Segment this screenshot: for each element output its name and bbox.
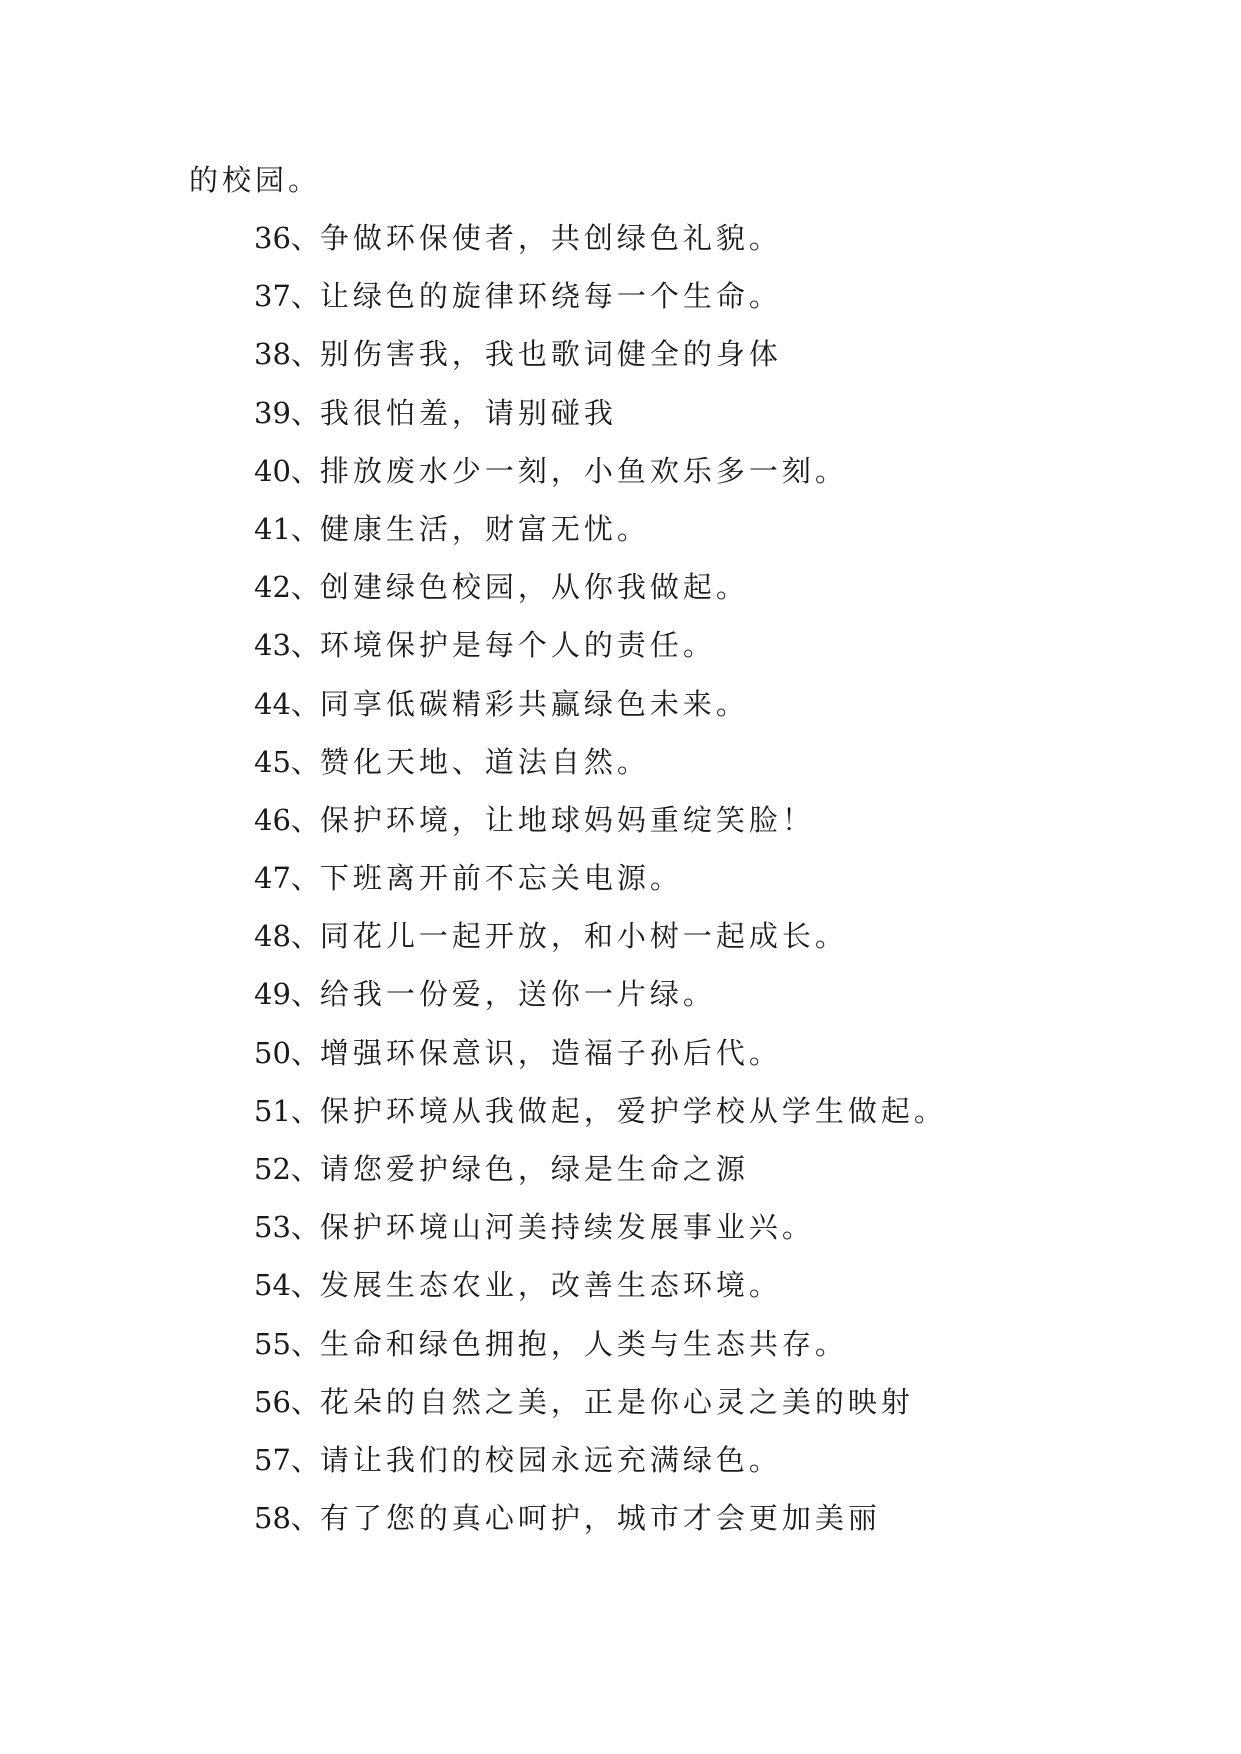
item-number: 43、 (254, 628, 320, 663)
item-text: 请您爱护绿色，绿是生命之源 (319, 1152, 749, 1186)
list-item (254, 1384, 947, 1442)
item-text: 有了您的真心呵护，城市才会更加美丽 (319, 1501, 881, 1536)
item-number: 42、 (254, 570, 320, 605)
item-number: 54、 (254, 1268, 320, 1303)
item-text: 生命和绿色拥抱，人类与生态共存。 (319, 1326, 848, 1361)
item-text: 保护环境从我做起，爱护学校从学生做起。 (319, 1093, 947, 1128)
item-text: 给我一份爱，送你一片绿。 (319, 977, 716, 1012)
item-text: 保护环境，让地球妈妈重绽笑脸！ (319, 802, 815, 837)
list-item (254, 395, 947, 453)
item-number: 51、 (254, 1093, 320, 1128)
slogan-list (254, 220, 947, 1558)
item-number: 57、 (254, 1442, 320, 1477)
item-text: 争做环保使者，共创绿色礼貌。 (319, 221, 782, 255)
item-number: 50、 (254, 1035, 320, 1070)
item-number: 49、 (254, 977, 320, 1012)
item-number: 58、 (254, 1501, 320, 1536)
item-text: 发展生态农业，改善生态环境。 (319, 1268, 782, 1303)
item-text: 下班离开前不忘关电源。 (319, 861, 683, 896)
item-number: 39、 (254, 395, 320, 430)
item-number: 53、 (254, 1210, 320, 1245)
item-number: 55、 (254, 1326, 320, 1361)
list-item (254, 802, 947, 860)
list-item (254, 1500, 947, 1558)
list-item (254, 976, 947, 1034)
item-text: 别伤害我，我也歌词健全的身体 (319, 337, 782, 372)
list-item (254, 220, 947, 278)
item-text: 请让我们的校园永远充满绿色。 (319, 1442, 782, 1477)
item-number: 38、 (254, 337, 320, 372)
item-text: 同享低碳精彩共赢绿色未来。 (319, 686, 749, 721)
item-number: 47、 (254, 861, 320, 896)
item-number: 37、 (254, 279, 320, 314)
list-item (254, 336, 947, 394)
item-number: 41、 (254, 511, 320, 546)
list-item (254, 1151, 947, 1209)
item-number: 52、 (254, 1152, 320, 1186)
list-item (254, 278, 947, 336)
item-text: 创建绿色校园，从你我做起。 (319, 570, 749, 605)
item-text: 排放废水少一刻，小鱼欢乐多一刻。 (319, 453, 848, 488)
item-text: 让绿色的旋律环绕每一个生命。 (319, 279, 782, 314)
list-item (254, 627, 947, 685)
list-item (254, 569, 947, 627)
item-text: 增强环保意识，造福子孙后代。 (319, 1035, 782, 1070)
item-number: 48、 (254, 919, 320, 954)
list-item (254, 1442, 947, 1500)
continuation-text: 的校园。 (189, 163, 322, 197)
item-text: 环境保护是每个人的责任。 (319, 628, 716, 663)
list-item (254, 1035, 947, 1093)
item-number: 44、 (254, 686, 320, 721)
item-number: 40、 (254, 453, 320, 488)
item-text: 我很怕羞，请别碰我 (319, 395, 617, 430)
list-item (254, 744, 947, 802)
item-number: 56、 (254, 1384, 320, 1419)
list-item (254, 686, 947, 744)
item-text: 赞化天地、道法自然。 (319, 744, 650, 779)
item-number: 45、 (254, 744, 320, 779)
list-item (254, 1093, 947, 1151)
item-number: 36、 (254, 221, 320, 255)
list-item (254, 1209, 947, 1267)
item-text: 同花儿一起开放，和小树一起成长。 (319, 919, 848, 954)
list-item (254, 1267, 947, 1325)
item-text: 花朵的自然之美，正是你心灵之美的映射 (319, 1384, 914, 1419)
list-item (254, 511, 947, 569)
list-item (254, 1326, 947, 1384)
item-text: 健康生活，财富无忧。 (319, 511, 650, 546)
item-text: 保护环境山河美持续发展事业兴。 (319, 1210, 815, 1245)
list-item (254, 453, 947, 511)
item-number: 46、 (254, 802, 320, 837)
list-item (254, 860, 947, 918)
list-item (254, 918, 947, 976)
